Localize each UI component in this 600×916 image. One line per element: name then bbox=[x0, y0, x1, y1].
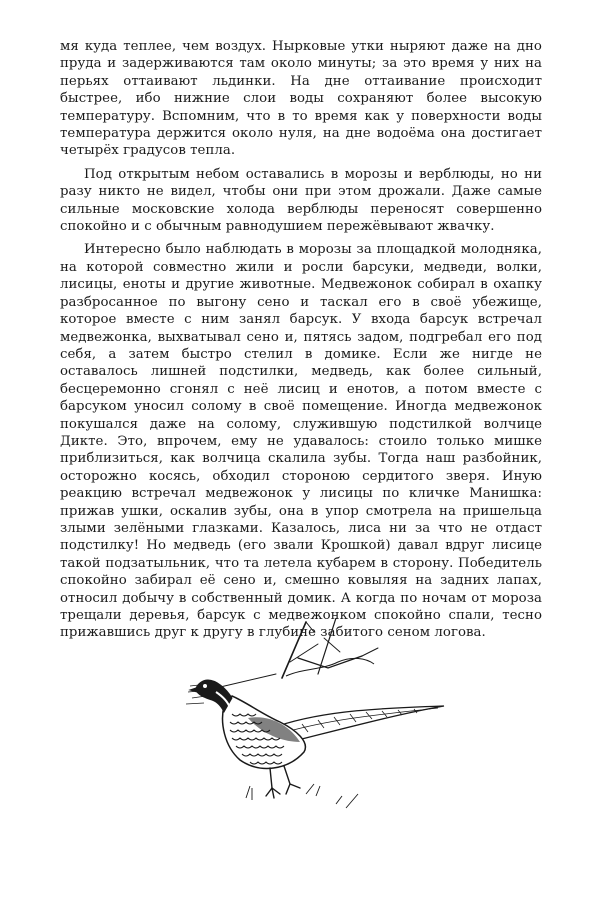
paragraph-young-animals: Интересно было наблюдать в морозы за площадкой молодняка, на которой совместно жили и росли барсуки, медведи, волки, лисицы, еноты и другие животные. Медвежонок собирал в охапку разбросанное по выгону сено и таскал его в своё убежище, которое вместе с ним занял барсук. У входа барсук встречал медвежонка, выхватывал сено и, пятясь задом, подгребал его под себя, а затем быстро стелил в домике. Если же нигде не оставалось лишней подстилки, медведь, как более сильный, бесцеремонно сгонял с неё лисиц и енотов, а потом вместе с барсуком уносил солому в своё помещение. Иногда медвежонок покушался даже на солому, служившую подстилкой волчице Дикте. Это, впрочем, ему не удавалось: стоило только мишке приблизиться, как волчица скалила зубы. Тогда наш разбойник, осторожно косясь, обходил стороною сердитого зверя. Иную реакцию встречал медвежонок у лисицы по кличке Манишка: прижав ушки, оскалив зубы, она в упор смотрела на пришельца злыми зелёными глазками. Казалось, лиса ни за что не отдаст подстилку! Но медведь (его звали Крошкой) давал вдруг лисице такой подзатыльник, что та летела кубарем в сторону. Победитель спокойно забирал её сено и, смешно ковыляя на задних лапах, относил добычу в собственный домик. А когда по ночам от мороза трещали деревья, барсук с медвежонком спокойно спали, тесно прижавшись друг к другу в глубине забитого сеном логова. bbox=[60, 242, 542, 641]
pheasant-drawing-icon bbox=[186, 618, 448, 810]
paragraph-camels: Под открытым небом оставались в морозы и верблюды, но ни разу никто не видел, чтобы они при этом дрожали. Даже самые сильные московские холода верблюды переносят совершенно спокойно и с обычным равнодушием пережёвывают жвачку. bbox=[60, 166, 542, 235]
paragraph-continuation: мя куда теплее, чем воздух. Нырковые утки ныряют даже на дно пруда и задерживаются там около минуты; за это время у них на перьях оттаивают льдинки. На дне оттаивание происходит быстрее, ибо нижние слои воды сохраняют более высокую температуру. Вспомним, что в то время как у поверхности воды температура держится около нуля, на дне водоёма она достигает четырёх градусов тепла. bbox=[60, 39, 542, 159]
body-text bbox=[60, 38, 542, 648]
